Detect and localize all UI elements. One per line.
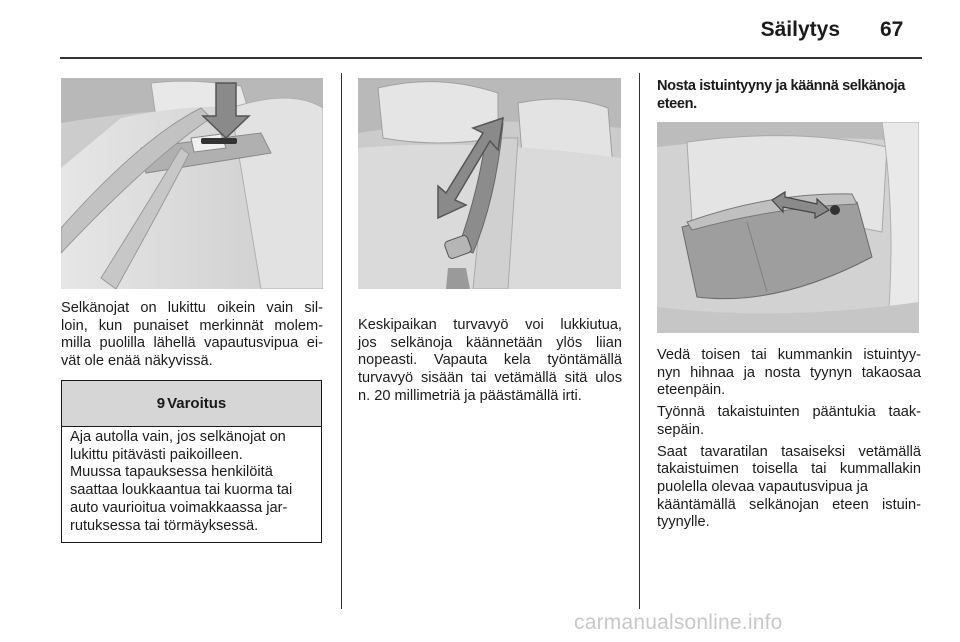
text-line: turvavyö sisään tai vetämällä sitä ulos xyxy=(358,370,622,387)
text-line: takaistuimen toisella tai kummallakin xyxy=(657,461,921,478)
section-heading xyxy=(657,78,919,113)
figure-seat-cushion xyxy=(657,122,919,333)
page-number: 67 xyxy=(880,18,904,41)
text-line: eteenpäin. xyxy=(657,382,726,399)
text-line: Saat tavaratilan tasaiseksi vetämällä xyxy=(657,443,921,460)
text-line: auto vaurioitua voimakkaassa jar- xyxy=(70,499,288,516)
text-line: kääntämällä selkänojan eteen istuin- xyxy=(657,496,921,513)
text-line: sepäin. xyxy=(657,421,705,438)
text-line: vät ole enää näkyvissä. xyxy=(61,353,213,370)
text-line: jos selkänoja käännetään ylös liian xyxy=(358,334,622,351)
warning-header xyxy=(62,381,321,427)
column-divider-2 xyxy=(639,73,640,609)
text-line: rutuksessa tai törmäyksessä. xyxy=(70,517,259,534)
text-line: Selkänojat on lukittu oikein vain sil- xyxy=(61,300,323,316)
text-line: puolella olevaa vapautusvipua ja xyxy=(657,478,868,495)
text-line: tyynylle. xyxy=(657,514,710,531)
paragraph-center-belt xyxy=(358,317,622,406)
text-line: Keskipaikan turvavyö voi lukkiutua, xyxy=(358,317,622,333)
text-line: Muussa tapauksessa henkilöitä xyxy=(70,464,273,481)
paragraph-backrest-lock xyxy=(61,300,323,371)
watermark: carmanualsonline.info xyxy=(574,611,783,634)
text-line: Aja autolla vain, jos selkänojat on xyxy=(70,429,286,445)
column3-body xyxy=(657,347,921,536)
text-line: Työnnä takaistuinten pääntukia taak- xyxy=(657,404,921,421)
text-line: Vedä toisen tai kummankin istuintyy- xyxy=(657,347,921,363)
column-divider-1 xyxy=(341,73,342,609)
text-line: milla puolilla lähellä vapautusvipua ei- xyxy=(61,335,323,352)
header-rule xyxy=(60,57,922,59)
paragraph-headrests xyxy=(657,404,921,439)
paragraph-flat-load-floor xyxy=(657,444,921,533)
text-line: loin, kun punaiset merkinnät molem- xyxy=(61,317,323,334)
paragraph-pull-strap xyxy=(657,347,921,400)
warning-box xyxy=(61,380,322,543)
text-line: lukittu pitävästi paikoilleen. xyxy=(70,446,243,463)
text-line: n. 20 millimetriä ja päästämällä irti. xyxy=(358,387,582,404)
heading-line: eteen. xyxy=(657,95,697,112)
text-line: nyn hihnaa ja nosta tyynyn takaosaa xyxy=(657,364,921,381)
heading-line: Nosta istuintyyny ja käännä selkänoja xyxy=(657,78,905,94)
figure-center-seatbelt xyxy=(358,78,621,289)
figure-backrest-release xyxy=(61,78,323,289)
section-title: Säilytys xyxy=(760,18,840,41)
text-line: nopeasti. Vapauta kela työntämällä xyxy=(358,352,622,369)
warning-title: Varoitus xyxy=(167,395,227,412)
warning-text xyxy=(70,429,315,535)
warning-icon: 9 xyxy=(156,395,166,412)
text-line: saattaa loukkaantua tai kuorma tai xyxy=(70,482,293,499)
